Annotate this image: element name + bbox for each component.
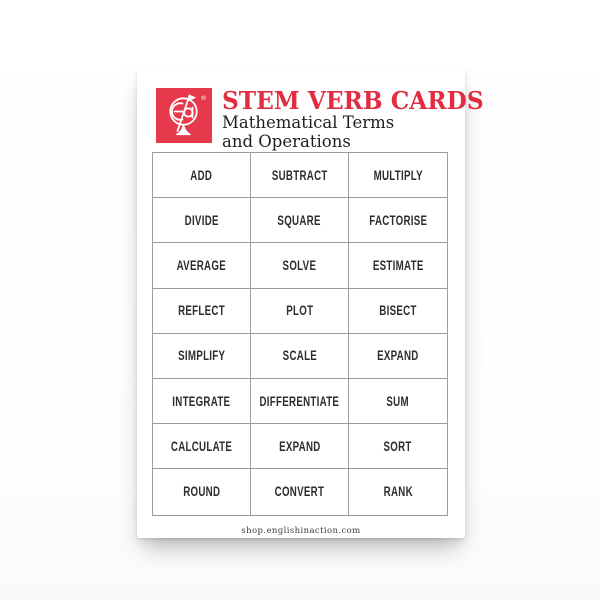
verb-label: SUM — [386, 393, 410, 409]
verb-cell — [251, 469, 349, 514]
subtitle-line-2: and Operations — [222, 131, 351, 151]
poster-header — [156, 86, 484, 151]
globe-flag-icon — [156, 88, 212, 143]
poster-subtitle — [222, 114, 492, 151]
verb-label: SCALE — [282, 348, 317, 364]
verb-label: RANK — [383, 484, 413, 500]
verb-label: EXPAND — [377, 348, 419, 364]
subtitle-line-1: Mathematical Terms — [222, 113, 395, 132]
verb-cell — [153, 243, 251, 288]
verb-cell — [153, 469, 251, 514]
verb-label: EXPAND — [278, 438, 321, 454]
verb-cell — [349, 334, 447, 379]
verb-label: SQUARE — [277, 212, 322, 228]
verb-cell — [153, 289, 251, 334]
poster-footer — [137, 520, 465, 538]
verb-label: FACTORISE — [368, 212, 428, 228]
verb-label: SOLVE — [282, 257, 317, 273]
verb-cell — [251, 198, 349, 243]
verb-label: BISECT — [379, 303, 417, 319]
registered-mark: ® — [200, 95, 207, 102]
verb-cell — [349, 153, 447, 198]
verb-label: INTEGRATE — [172, 393, 231, 409]
verb-label: ROUND — [182, 484, 221, 500]
verb-cell — [153, 153, 251, 198]
verb-cell — [349, 379, 447, 424]
verb-cell — [251, 424, 349, 469]
verb-cell — [251, 153, 349, 198]
brand-logo — [156, 88, 212, 143]
verb-label: DIFFERENTIATE — [259, 393, 340, 409]
verb-label: CONVERT — [274, 484, 325, 500]
verb-label: SORT — [383, 438, 413, 454]
verb-cell — [349, 198, 447, 243]
verb-label: SIMPLIFY — [177, 348, 226, 364]
verb-label: MULTIPLY — [373, 167, 423, 183]
verb-cell — [349, 424, 447, 469]
verb-label: ESTIMATE — [372, 257, 424, 273]
verb-label: PLOT — [285, 303, 314, 319]
verb-label: SUBTRACT — [271, 167, 328, 183]
verb-cell — [153, 198, 251, 243]
verb-cell — [153, 424, 251, 469]
verb-cell — [349, 289, 447, 334]
verb-cell — [153, 379, 251, 424]
verb-cell — [349, 243, 447, 288]
verb-label: AVERAGE — [176, 257, 227, 273]
verb-grid — [152, 152, 448, 516]
verb-label: CALCULATE — [170, 438, 233, 454]
verb-cell — [251, 379, 349, 424]
verb-cell — [251, 243, 349, 288]
verb-cell — [251, 289, 349, 334]
verb-cell — [349, 469, 447, 514]
verb-label: DIVIDE — [184, 212, 219, 228]
stem-verb-card-poster — [137, 68, 484, 538]
verb-cell — [251, 334, 349, 379]
header-text-block — [222, 88, 492, 151]
verb-cell — [153, 334, 251, 379]
footer-url: shop.englishinaction.com — [241, 526, 361, 536]
poster-title: STEM VERB CARDS — [222, 86, 484, 115]
verb-label: REFLECT — [178, 303, 225, 319]
verb-label: ADD — [190, 167, 213, 183]
